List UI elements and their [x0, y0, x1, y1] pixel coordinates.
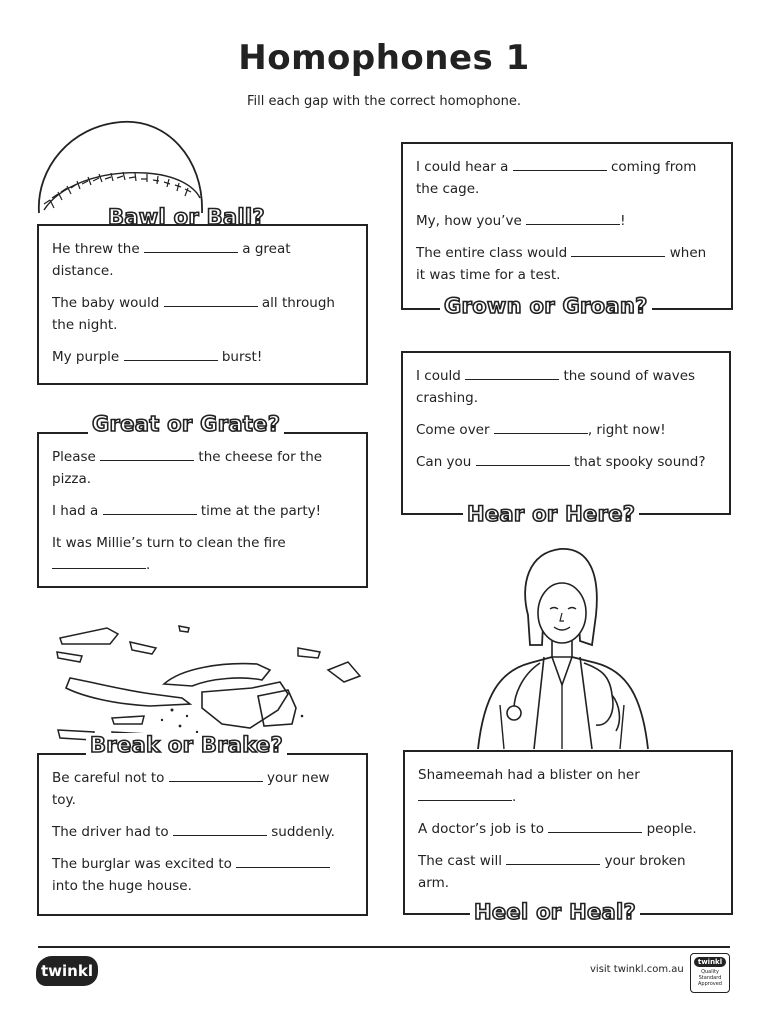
answer-blank[interactable] [476, 451, 570, 466]
twinkl-logo[interactable]: twinkl [36, 956, 98, 986]
grown-groan-box [401, 142, 733, 310]
visit-link[interactable]: visit twinkl.com.au [590, 964, 684, 975]
answer-blank[interactable] [494, 419, 588, 434]
sentence: The burglar was excited to into the huge house. [52, 853, 354, 897]
sentence: Shameemah had a blister on her . [418, 767, 640, 805]
sentence: The baby would all through the night. [52, 292, 354, 336]
section-heading: Grown or Groan? [440, 294, 652, 318]
quality-badge [690, 953, 730, 993]
sentence: Can you that spooky sound? [416, 451, 717, 473]
section-heading: Break or Brake? [86, 733, 287, 757]
answer-blank[interactable] [169, 767, 263, 782]
sentence: He threw the a great distance. [52, 238, 354, 282]
answer-blank[interactable] [506, 850, 600, 865]
section-heading: Heel or Heal? [470, 900, 640, 924]
answer-blank[interactable] [173, 821, 267, 836]
sentence: I could hear a coming from the cage. [416, 156, 719, 200]
sentence: My purple burst! [52, 346, 354, 368]
doctor-illustration [470, 545, 655, 750]
sentence: I could the sound of waves crashing. [416, 365, 717, 409]
page-subtitle: Fill each gap with the correct homophone. [246, 94, 522, 109]
answer-blank[interactable] [100, 446, 194, 461]
answer-blank[interactable] [526, 210, 620, 225]
answer-blank[interactable] [418, 786, 512, 801]
footer-divider [38, 946, 730, 948]
broken-plate-illustration [52, 620, 367, 750]
sentence: A doctor’s job is to people. [418, 818, 719, 840]
answer-blank[interactable] [571, 242, 665, 257]
sentence: I had a time at the party! [52, 500, 354, 522]
answer-blank[interactable] [236, 853, 330, 868]
sentence: My, how you’ve ! [416, 210, 719, 232]
page-title: Homophones 1 [238, 38, 530, 78]
section-heading: Hear or Here? [463, 502, 639, 526]
answer-blank[interactable] [124, 346, 218, 361]
answer-blank[interactable] [52, 554, 146, 569]
bawl-ball-box [37, 224, 368, 385]
badge-text: Quality Standard Approved [698, 969, 722, 987]
sentence: It was Millie’s turn to clean the fire . [52, 535, 286, 573]
sentence: Be careful not to your new toy. [52, 767, 354, 811]
section-heading: Bawl or Ball? [108, 205, 265, 229]
answer-blank[interactable] [103, 500, 197, 515]
great-grate-box [37, 432, 368, 588]
badge-logo: twinkl [694, 957, 726, 967]
sentence: The entire class would when it was time for a test. [416, 242, 719, 286]
sentence: The driver had to suddenly. [52, 821, 354, 843]
sentence: Come over , right now! [416, 419, 717, 441]
sentence: Please the cheese for the pizza. [52, 446, 354, 490]
answer-blank[interactable] [465, 365, 559, 380]
answer-blank[interactable] [548, 818, 642, 833]
sentence: The cast will your broken arm. [418, 850, 719, 894]
heel-heal-box [403, 750, 733, 915]
section-heading: Great or Grate? [88, 412, 284, 436]
break-brake-box [37, 753, 368, 916]
answer-blank[interactable] [164, 292, 258, 307]
answer-blank[interactable] [513, 156, 607, 171]
answer-blank[interactable] [144, 238, 238, 253]
hear-here-box [401, 351, 731, 515]
